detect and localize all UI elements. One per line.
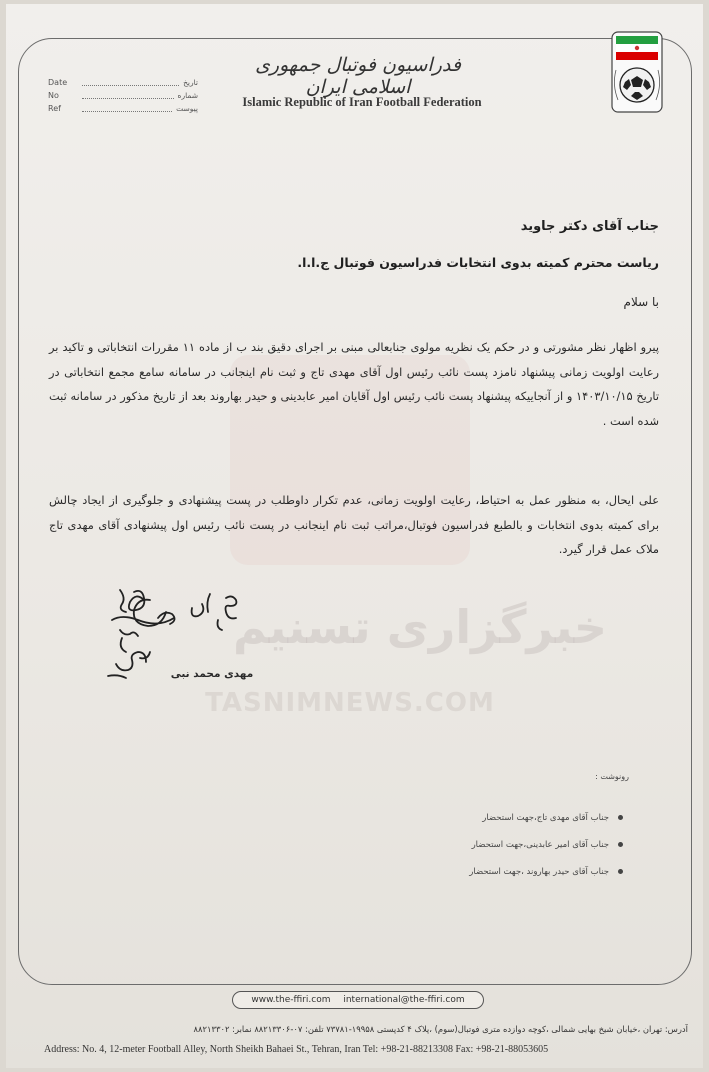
date-label-en: Date (48, 78, 68, 87)
letter-greeting: با سلام (623, 295, 659, 309)
letter-paragraph-2: علی ایحال، به منظور عمل به احتیاط، رعایت اولویت زمانی، عدم تکرار داوطلب در پست پیشنهادی و جلوگیری از ایجاد چالش برای کمیته بدوی انتخابات و بالطبع فدراسیون فوتبال،مراتب ثبت نام اینجانب در پست نائب رئیس اول پیشنهادی آقای مهدی تاج ملاک عمل قرار گیرد. (49, 493, 659, 556)
flag-green-stripe (616, 36, 658, 44)
number-field (48, 89, 198, 102)
letter-addressee: جناب آقای دکتر جاوید (520, 219, 659, 234)
cc-item-text: جناب آقای مهدی تاج،جهت استحضار (482, 812, 609, 823)
bullet-icon (618, 869, 623, 874)
cc-item (373, 831, 623, 858)
cc-list (373, 804, 623, 885)
number-label-en: No (48, 91, 59, 100)
federation-title-fa: فدراسیون فوتبال جمهوری اسلامی ایران (255, 54, 461, 98)
footer-address-fa: آدرس: تهران ،خیابان شیخ بهایی شمالی ،کوچه دوازده متری فوتبال(سوم) ،پلاک ۴ کدپستی ۱۹۹۵۸-۷۳۷۸۱ تلفن: ۰۷-۸۸۲۱۳۳۰۶ نمابر: ۸۸۲۱۳۳۰۲ (193, 1024, 688, 1034)
flag-red-stripe (616, 52, 658, 60)
bullet-icon (618, 815, 623, 820)
date-field (48, 76, 198, 89)
letter-subject: ریاست محترم کمیته بدوی انتخابات فدراسیون فوتبال ج.ا.ا. (297, 255, 659, 270)
cc-item-text: جناب آقای حیدر بهاروند ،جهت استحضار (469, 866, 609, 877)
footer-email[interactable]: international@the-ffiri.com (343, 995, 465, 1005)
watermark-text-fa: خبرگزاری تسنیم (232, 600, 608, 654)
footer-website[interactable]: www.the-ffiri.com (251, 995, 331, 1005)
cc-item-text: جناب آقای امیر عابدینی،جهت استحضار (471, 839, 609, 850)
cc-item (373, 858, 623, 885)
date-label-fa: تاریخ (183, 78, 198, 87)
ref-line (82, 105, 172, 112)
cc-item (373, 804, 623, 831)
footer-contact-pill (232, 991, 484, 1009)
cc-label: رونوشت : (595, 772, 629, 781)
signer-name: مهدی محمد نبی (170, 668, 254, 680)
letter-paragraph-1: پیرو اظهار نظر مشورتی و در حکم یک نظریه مولوی جنابعالی مبنی بر اجرای دقیق بند ب از ماده ۱۱ مقررات انتخاباتی و تاکید بر رعایت اولویت زمانی پیشنهاد نامزد پست نائب رئیس اول آقای مهدی تاج و ثبت نام اینجانب در سامانه سامع مجمع انتخاباتی در تاریخ ۱۴۰۳/۱۰/۱۵ و از آنجاییکه پیشنهاد پست نائب رئیس اول آقایان امیر عابدینی و حیدر بهاروند بعد از تاریخ مذکور در سامانه ثبت شده است . (49, 340, 659, 428)
date-line (82, 79, 179, 86)
ref-label-en: Ref (48, 104, 61, 113)
federation-title-en: Islamic Republic of Iran Football Federation (242, 95, 482, 109)
ref-label-fa: پیوست (176, 104, 198, 113)
watermark-text-en: TASNIMNEWS.COM (205, 688, 495, 718)
reference-fields (48, 76, 198, 115)
handwritten-signature (100, 580, 270, 700)
ref-field (48, 102, 198, 115)
footer-address-en: Address: No. 4, 12-meter Football Alley, North Sheikh Bahaei St., Tehran, Iran Tel: +98-21-88213308 Fax: +98-21-88053605 (44, 1044, 549, 1055)
number-line (82, 92, 174, 99)
number-label-fa: شماره (177, 91, 198, 100)
bullet-icon (618, 842, 623, 847)
federation-logo-icon (606, 30, 668, 116)
